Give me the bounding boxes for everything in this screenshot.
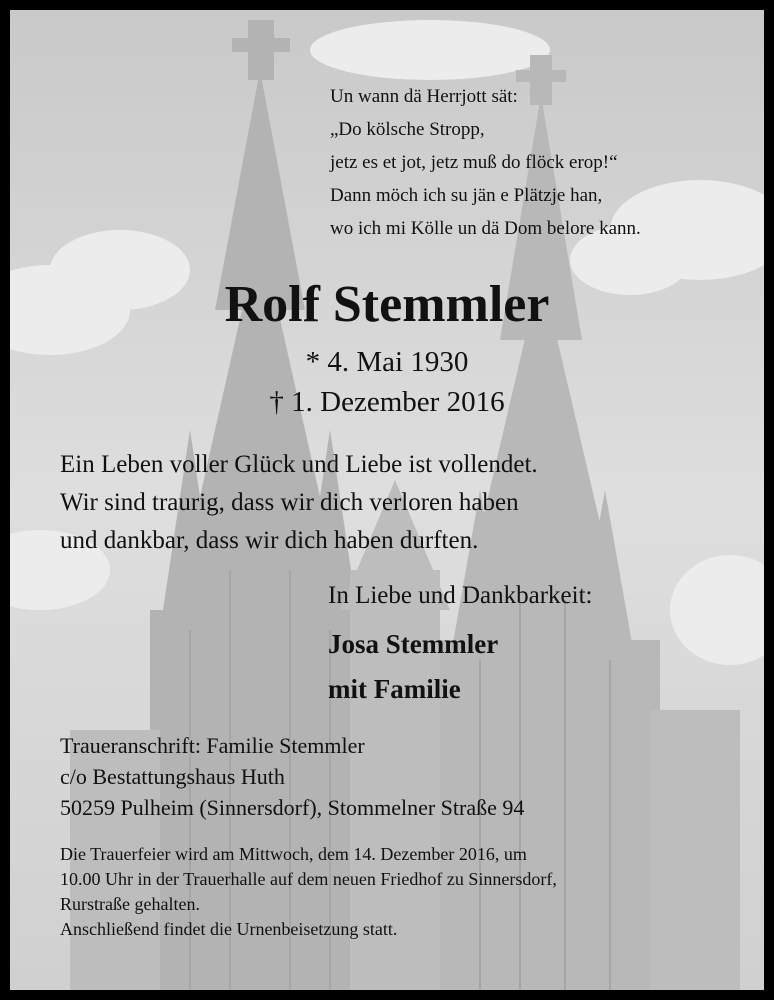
signature-line: Josa Stemmler bbox=[328, 629, 499, 659]
mourning-address bbox=[60, 730, 524, 823]
deceased-name: Rolf Stemmler bbox=[224, 276, 550, 333]
signature-names bbox=[328, 622, 498, 712]
poem-line: „Do kölsche Stropp, bbox=[330, 119, 485, 140]
message-line: Wir sind traurig, dass wir dich verloren haben bbox=[60, 489, 519, 516]
poem bbox=[330, 80, 641, 245]
memorial-message bbox=[60, 446, 538, 560]
signature-line: mit Familie bbox=[328, 674, 461, 704]
poem-line: Un wann dä Herrjott sät: bbox=[330, 86, 518, 107]
address-line: c/o Bestattungshaus Huth bbox=[60, 764, 285, 789]
funeral-service-info bbox=[60, 842, 557, 942]
service-line: Anschließend findet die Urnenbeisetzung statt. bbox=[60, 919, 398, 939]
life-dates bbox=[10, 342, 764, 422]
service-line: Die Trauerfeier wird am Mittwoch, dem 14. Dezember 2016, um bbox=[60, 844, 527, 864]
address-line: 50259 Pulheim (Sinnersdorf), Stommelner Straße 94 bbox=[60, 795, 525, 820]
address-line: Traueranschrift: Familie Stemmler bbox=[60, 733, 365, 758]
birth-date: * 4. Mai 1930 bbox=[305, 346, 469, 378]
signature-intro: In Liebe und Dankbarkeit: bbox=[328, 582, 593, 609]
service-line: Rurstraße gehalten. bbox=[60, 894, 200, 914]
poem-line: Dann möch ich su jän e Plätzje han, bbox=[330, 185, 603, 206]
message-line: und dankbar, dass wir dich haben durften. bbox=[60, 527, 479, 554]
poem-line: jetz es et jot, jetz muß do flöck erop!“ bbox=[330, 152, 618, 173]
poem-line: wo ich mi Kölle un dä Dom belore kann. bbox=[330, 218, 641, 239]
service-line: 10.00 Uhr in der Trauerhalle auf dem neuen Friedhof zu Sinnersdorf, bbox=[60, 869, 557, 889]
message-line: Ein Leben voller Glück und Liebe ist vollendet. bbox=[60, 451, 538, 478]
death-date: † 1. Dezember 2016 bbox=[269, 386, 505, 418]
